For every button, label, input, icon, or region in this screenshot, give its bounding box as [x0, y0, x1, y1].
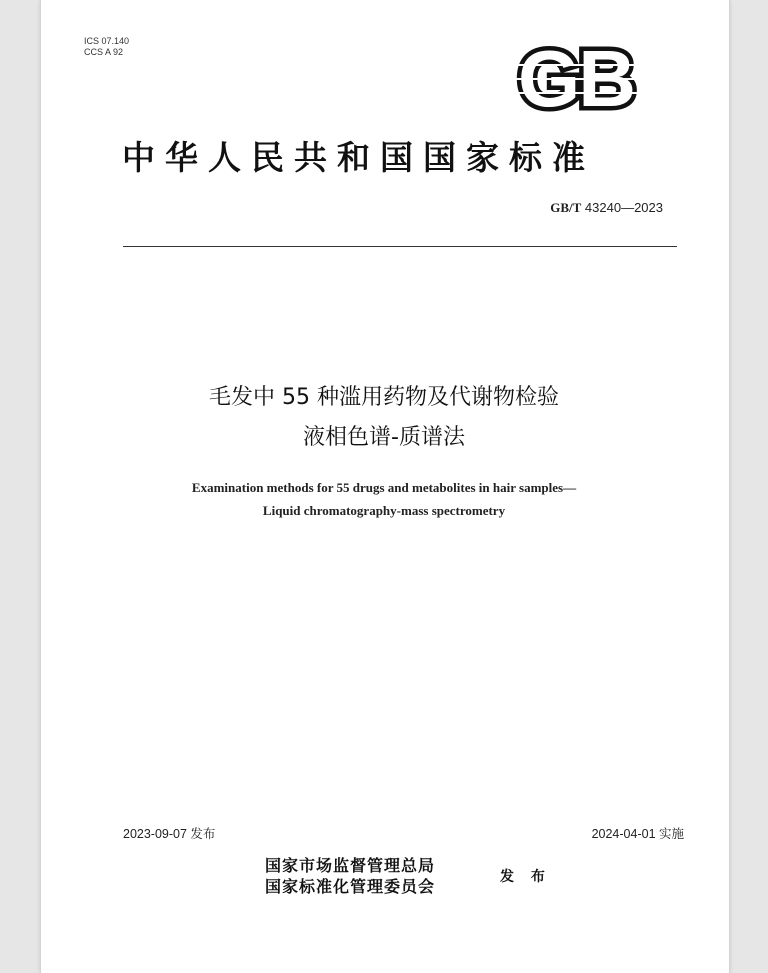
publishing-agencies	[265, 855, 435, 897]
standard-number	[550, 200, 663, 216]
english-title-line-2: Liquid chromatography-mass spectrometry	[262, 503, 506, 518]
classification-codes	[84, 36, 129, 58]
issue-date: 2023-09-07 发布	[123, 827, 216, 841]
ccs-code: CCS A 92	[84, 47, 124, 57]
gb-logo-text: GB	[518, 44, 634, 114]
implementation-date: 2024-04-01 实施	[591, 827, 684, 841]
standard-code: 43240—2023	[584, 200, 663, 215]
header-divider	[123, 246, 677, 247]
gb-logo	[510, 44, 642, 114]
chinese-title-line-2: 液相色谱-质谱法	[303, 425, 465, 450]
ics-code: ICS 07.140	[84, 36, 130, 46]
chinese-title-line-1: 毛发中 55 种滥用药物及代谢物检验	[209, 385, 559, 410]
standard-prefix: GB/T	[550, 200, 582, 215]
english-title-line-1: Examination methods for 55 drugs and metabolites in hair samples—	[191, 480, 577, 495]
publish-label: 发 布	[500, 869, 551, 885]
publisher-samr: 国家市场监督管理总局	[265, 856, 436, 875]
publisher-sac: 国家标准化管理委员会	[265, 877, 436, 896]
state-standard-title: 中华人民共和国国家标准	[122, 138, 595, 177]
